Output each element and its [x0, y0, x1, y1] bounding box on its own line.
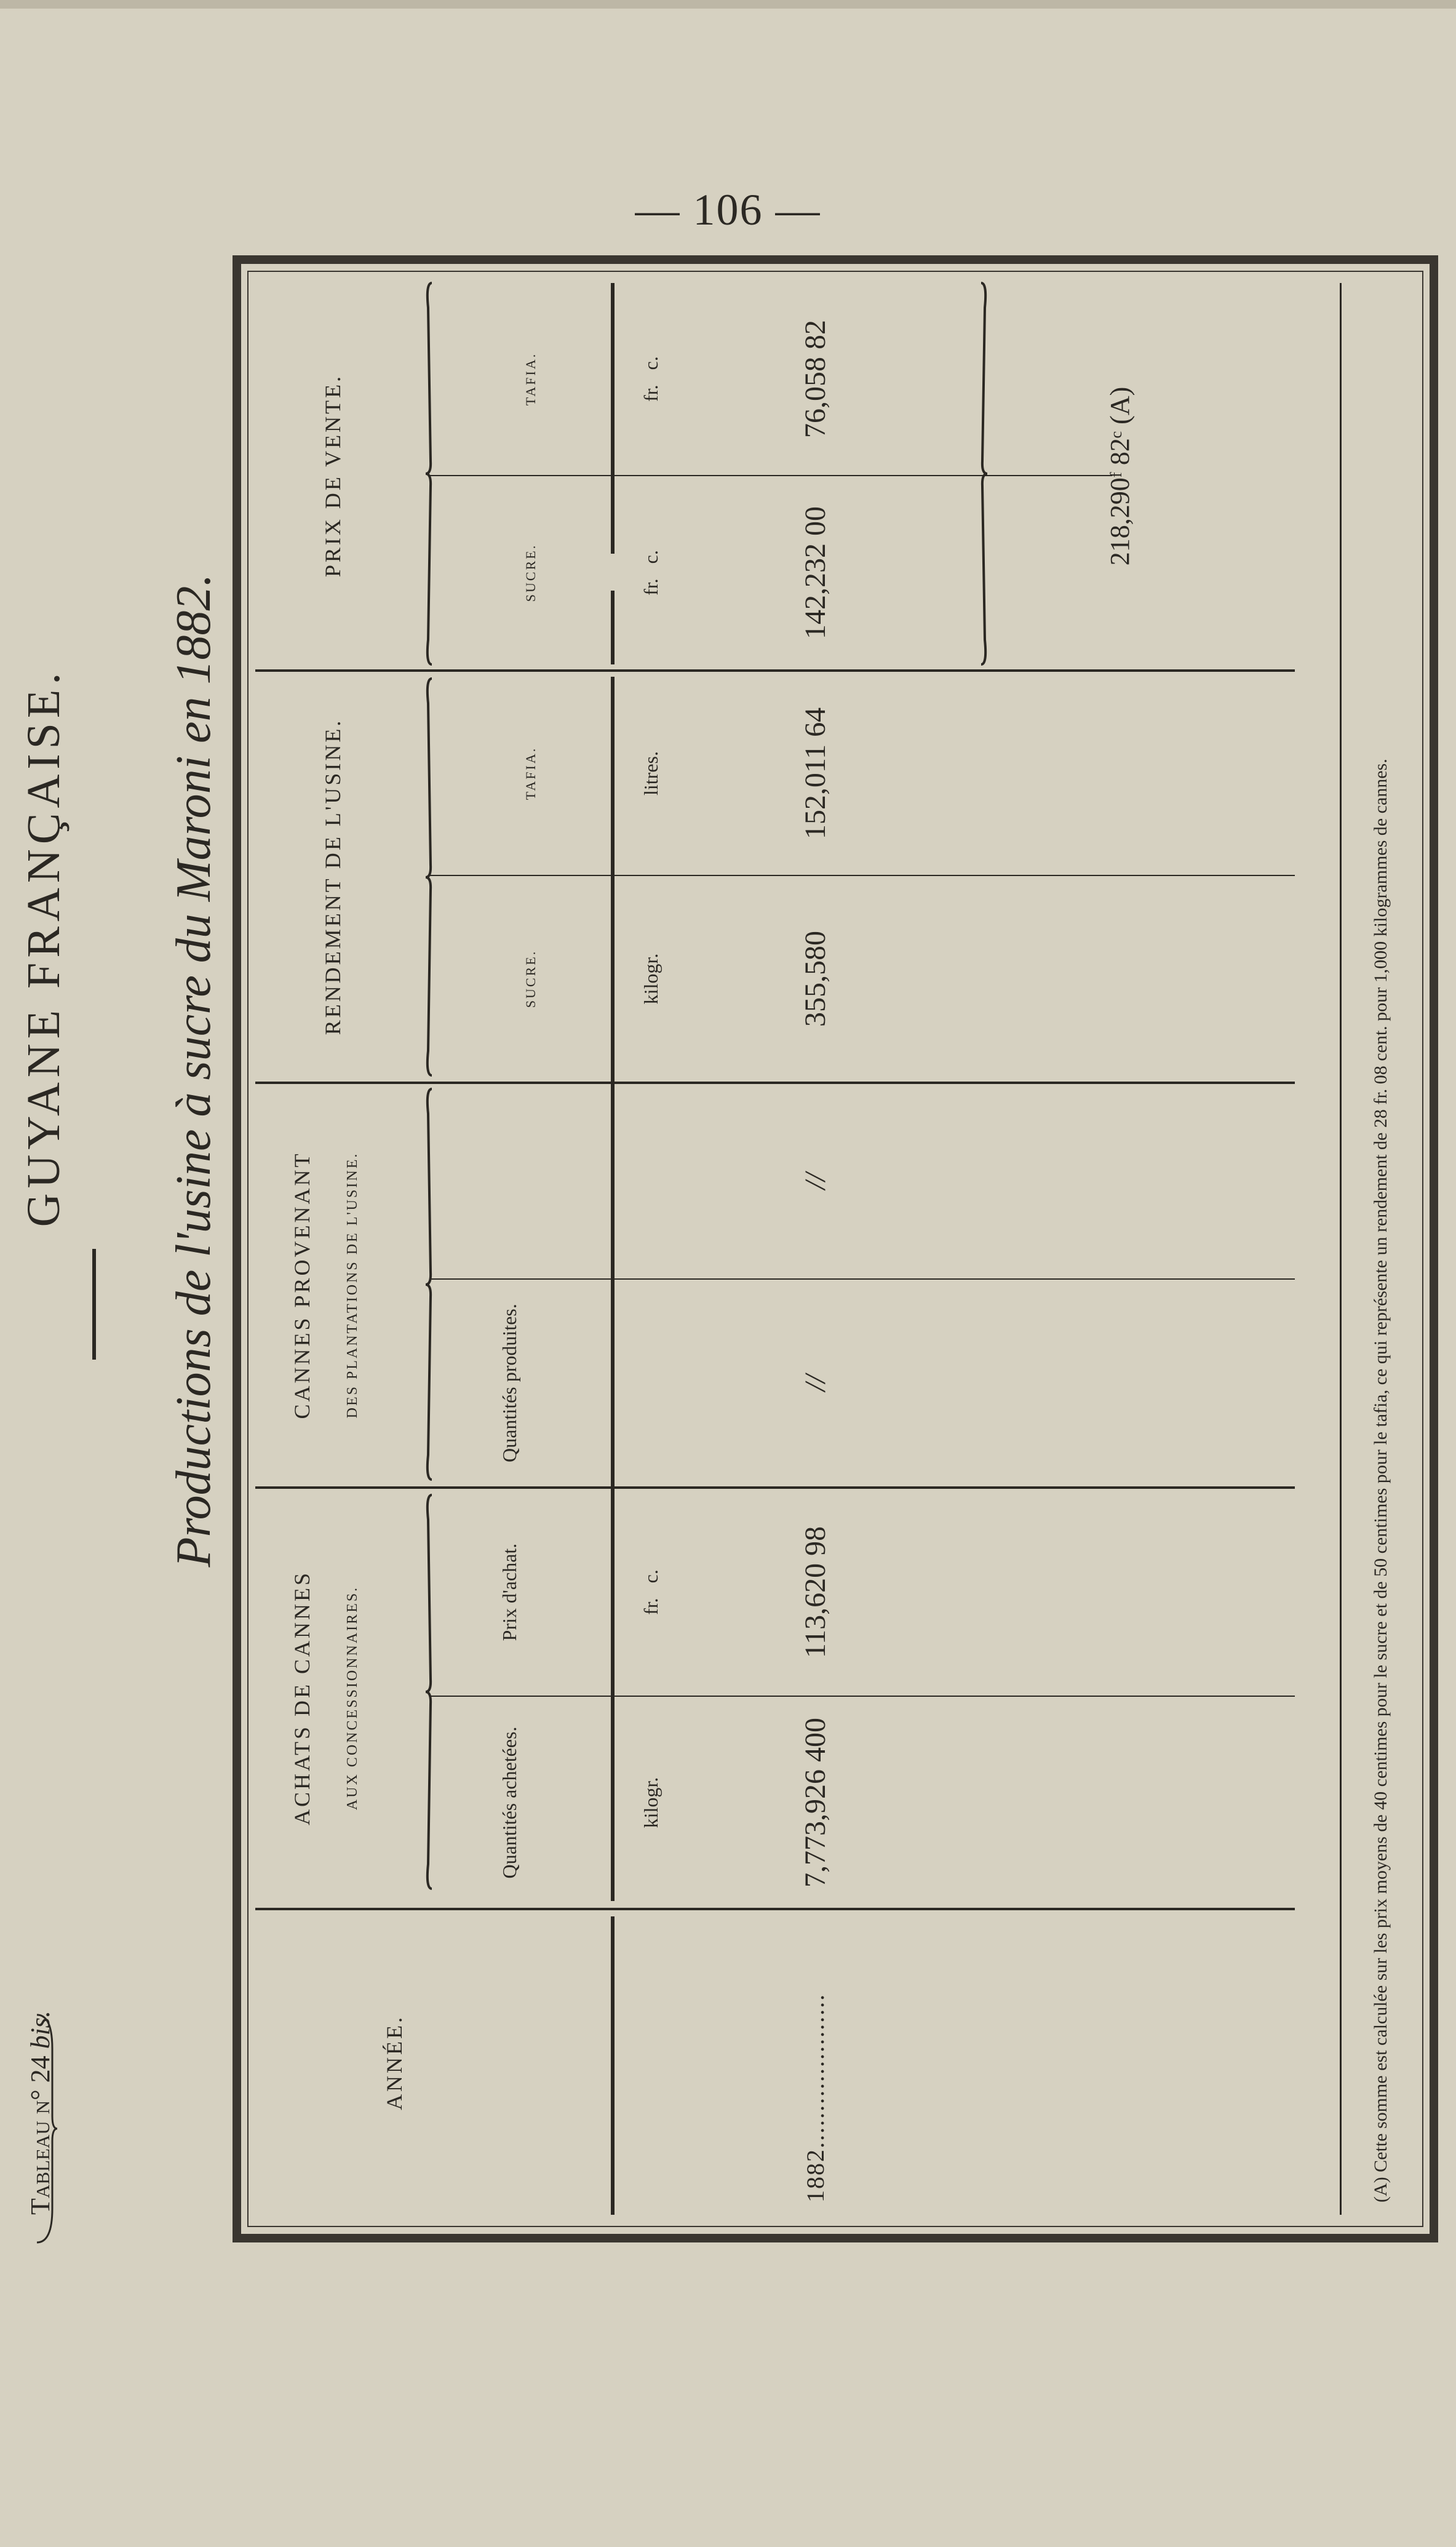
header-quantites-achetees: Quantités achetées.	[498, 1726, 520, 1879]
tableau-number: Tableau n° 24	[25, 2055, 55, 2215]
footnote-rule	[1340, 283, 1342, 2215]
header-cannes-subtitle: DES PLANTATIONS DE L'USINE.	[344, 1152, 360, 1419]
subcol-sep-rendement	[429, 875, 1295, 876]
header-rule-vente	[611, 591, 615, 664]
cell-vente-total: 218,290ᶠ 82ᶜ (A)	[1105, 386, 1135, 566]
unit-quantites-achetees: kilogr.	[640, 1777, 662, 1828]
tableau-suffix: bis.	[25, 2011, 55, 2049]
header-rendement-title: RENDEMENT DE L'USINE.	[320, 718, 345, 1035]
header-rule	[611, 677, 615, 1901]
brace-cannes	[426, 1089, 438, 1480]
country-heading: GUYANE FRANÇAISE.	[18, 668, 70, 1227]
header-vente-tafia: TAFIA.	[523, 352, 538, 406]
cell-annee: 1882.....................	[802, 1993, 829, 2202]
unit-vente-tafia: fr. c.	[640, 356, 662, 402]
header-quantites-produites: Quantités produites.	[498, 1304, 520, 1462]
header-rule-vente-right	[611, 283, 615, 554]
header-rendement-sucre: SUCRE.	[523, 949, 538, 1008]
cell-rendement-tafia: 152,011 64	[799, 707, 832, 840]
subcol-sep-achats	[429, 1696, 1295, 1697]
unit-rendement-tafia: litres.	[640, 751, 662, 795]
tableau-brace	[34, 2012, 58, 2246]
cell-quantites-achetees: 7,773,926 400	[799, 1718, 832, 1887]
subcol-sep-cannes	[429, 1278, 1295, 1280]
brace-achats	[426, 1495, 438, 1889]
header-prix-vente-title: PRIX DE VENTE.	[320, 373, 345, 578]
cell-vente-sucre: 142,232 00	[799, 506, 832, 639]
cell-rendement-sucre: 355,580	[799, 931, 832, 1027]
header-vente-sucre: SUCRE.	[523, 543, 538, 602]
unit-prix-achat: fr. c.	[640, 1569, 662, 1615]
cell-cannes-prix: //	[799, 1173, 832, 1190]
cell-vente-tafia: 76,058 82	[799, 320, 832, 438]
heading-rule	[92, 1249, 96, 1360]
table-inner-frame	[247, 271, 1423, 2227]
cell-prix-achat: 113,620 98	[799, 1526, 832, 1659]
header-annee: ANNÉE.	[382, 2015, 407, 2110]
col-sep-rendement	[255, 669, 1295, 672]
col-sep-cannes	[255, 1082, 1295, 1084]
annee-header-rule	[611, 1916, 615, 2215]
unit-rendement-sucre: kilogr.	[640, 953, 662, 1005]
brace-total	[975, 283, 987, 664]
footnote: (A) Cette somme est calculée sur les prix moyens de 40 centimes pour le sucre et de 50 centimes pour le tafia, ce qui représente un rendement de 28 fr. 08 cent. pour 1,000 kilogrammes de cannes.	[1370, 759, 1391, 2202]
brace-vente	[426, 283, 438, 664]
col-sep-annee	[255, 1908, 1295, 1910]
header-prix-achat: Prix d'achat.	[498, 1543, 520, 1641]
header-cannes-title: CANNES PROVENANT	[290, 1151, 314, 1419]
header-achats-subtitle: AUX CONCESSIONNAIRES.	[344, 1585, 360, 1811]
col-sep-achats	[255, 1486, 1295, 1489]
table-title: Productions de l'usine à sucre du Maroni en 1882.	[167, 573, 221, 1568]
unit-vente-sucre: fr. c.	[640, 550, 662, 596]
page-number: — 106 —	[635, 185, 821, 234]
brace-rendement	[426, 679, 438, 1075]
header-achats-title: ACHATS DE CANNES	[290, 1570, 314, 1826]
header-rendement-tafia: TAFIA.	[523, 746, 538, 800]
cell-quantites-produites: //	[799, 1374, 832, 1392]
